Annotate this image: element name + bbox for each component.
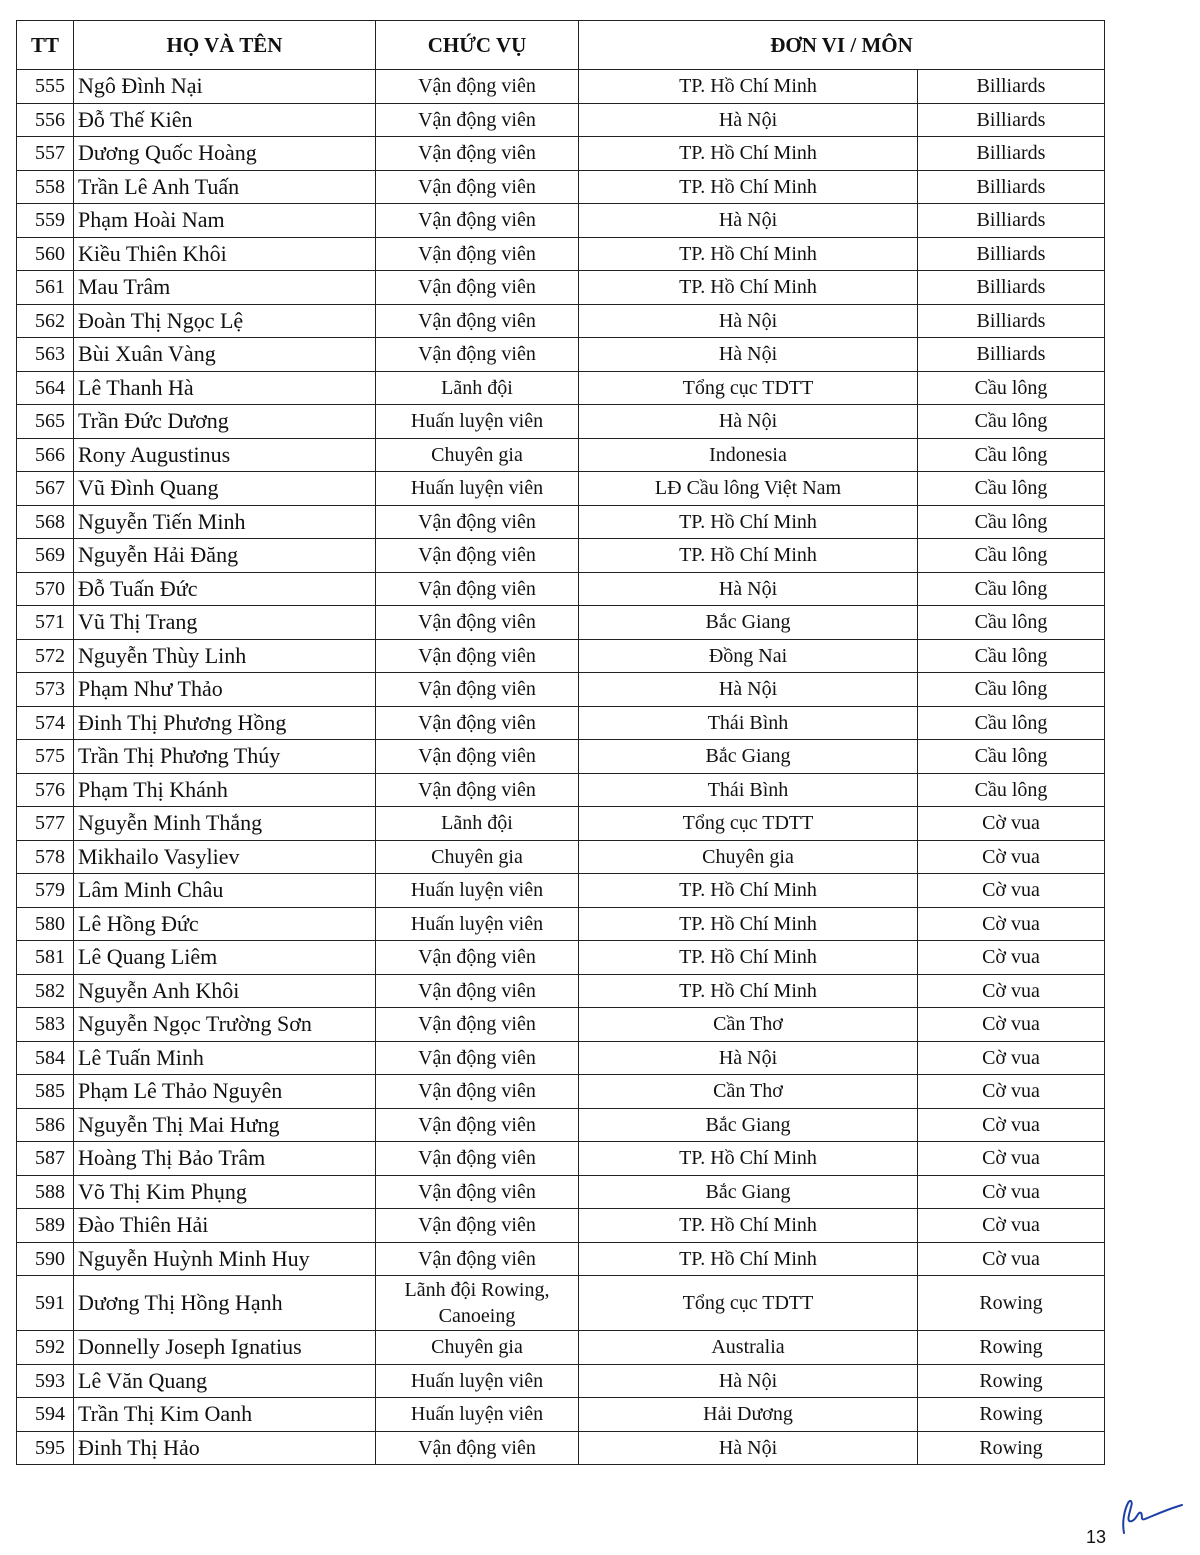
- table-row: [17, 1398, 1105, 1432]
- person-name: Mau Trâm: [74, 271, 376, 305]
- position: Vận động viên: [376, 1075, 579, 1109]
- row-number: 576: [17, 773, 74, 807]
- table-row: [17, 1075, 1105, 1109]
- table-row: [17, 1242, 1105, 1276]
- table-row: [17, 1008, 1105, 1042]
- header-tt: TT: [17, 21, 74, 70]
- person-name: Mikhailo Vasyliev: [74, 840, 376, 874]
- row-number: 559: [17, 204, 74, 238]
- unit: Thái Bình: [579, 706, 918, 740]
- sport: Rowing: [918, 1364, 1105, 1398]
- position: Vận động viên: [376, 974, 579, 1008]
- row-number: 560: [17, 237, 74, 271]
- unit: TP. Hồ Chí Minh: [579, 907, 918, 941]
- unit: Hà Nội: [579, 204, 918, 238]
- person-name: Đinh Thị Hảo: [74, 1431, 376, 1465]
- row-number: 580: [17, 907, 74, 941]
- unit: TP. Hồ Chí Minh: [579, 874, 918, 908]
- unit: Hà Nội: [579, 572, 918, 606]
- row-number: 588: [17, 1175, 74, 1209]
- row-number: 557: [17, 137, 74, 171]
- sport: Cầu lông: [918, 673, 1105, 707]
- position: Vận động viên: [376, 1108, 579, 1142]
- sport: Cờ vua: [918, 941, 1105, 975]
- unit: Hà Nội: [579, 405, 918, 439]
- table-row: [17, 405, 1105, 439]
- unit: Hà Nội: [579, 338, 918, 372]
- unit: Cần Thơ: [579, 1008, 918, 1042]
- position: Vận động viên: [376, 1209, 579, 1243]
- person-name: Nguyễn Minh Thắng: [74, 807, 376, 841]
- person-name: Nguyễn Thùy Linh: [74, 639, 376, 673]
- person-name: Phạm Hoài Nam: [74, 204, 376, 238]
- unit: Tổng cục TDTT: [579, 1276, 918, 1331]
- table-row: [17, 1364, 1105, 1398]
- table-row: [17, 103, 1105, 137]
- table-row: [17, 70, 1105, 104]
- unit: TP. Hồ Chí Minh: [579, 137, 918, 171]
- table-row: [17, 137, 1105, 171]
- position: Vận động viên: [376, 103, 579, 137]
- unit: TP. Hồ Chí Minh: [579, 1142, 918, 1176]
- person-name: Rony Augustinus: [74, 438, 376, 472]
- position: Vận động viên: [376, 1242, 579, 1276]
- person-name: Donnelly Joseph Ignatius: [74, 1331, 376, 1365]
- unit: Indonesia: [579, 438, 918, 472]
- table-row: [17, 170, 1105, 204]
- row-number: 570: [17, 572, 74, 606]
- unit: LĐ Cầu lông Việt Nam: [579, 472, 918, 506]
- row-number: 582: [17, 974, 74, 1008]
- unit: TP. Hồ Chí Minh: [579, 1209, 918, 1243]
- row-number: 584: [17, 1041, 74, 1075]
- table-row: [17, 907, 1105, 941]
- position: Vận động viên: [376, 572, 579, 606]
- roster-table: [16, 20, 1105, 1465]
- row-number: 592: [17, 1331, 74, 1365]
- position: Vận động viên: [376, 137, 579, 171]
- unit: Hà Nội: [579, 1431, 918, 1465]
- unit: Tổng cục TDTT: [579, 807, 918, 841]
- position: Vận động viên: [376, 1008, 579, 1042]
- table-row: [17, 807, 1105, 841]
- table-row: [17, 673, 1105, 707]
- row-number: 558: [17, 170, 74, 204]
- position: Lãnh đội: [376, 807, 579, 841]
- unit: TP. Hồ Chí Minh: [579, 539, 918, 573]
- sport: Cờ vua: [918, 1209, 1105, 1243]
- row-number: 585: [17, 1075, 74, 1109]
- row-number: 583: [17, 1008, 74, 1042]
- row-number: 572: [17, 639, 74, 673]
- position: Vận động viên: [376, 237, 579, 271]
- person-name: Bùi Xuân Vàng: [74, 338, 376, 372]
- sport: Cầu lông: [918, 706, 1105, 740]
- row-number: 565: [17, 405, 74, 439]
- person-name: Lê Văn Quang: [74, 1364, 376, 1398]
- row-number: 569: [17, 539, 74, 573]
- position: Chuyên gia: [376, 840, 579, 874]
- table-row: [17, 539, 1105, 573]
- person-name: Vũ Thị Trang: [74, 606, 376, 640]
- person-name: Đinh Thị Phương Hồng: [74, 706, 376, 740]
- position: Vận động viên: [376, 70, 579, 104]
- table-row: [17, 1175, 1105, 1209]
- person-name: Nguyễn Thị Mai Hưng: [74, 1108, 376, 1142]
- unit: Hà Nội: [579, 304, 918, 338]
- sport: Cờ vua: [918, 1008, 1105, 1042]
- table-row: [17, 874, 1105, 908]
- row-number: 574: [17, 706, 74, 740]
- row-number: 571: [17, 606, 74, 640]
- table-row: [17, 1041, 1105, 1075]
- sport: Cầu lông: [918, 740, 1105, 774]
- position: Vận động viên: [376, 1175, 579, 1209]
- unit: Hà Nội: [579, 1041, 918, 1075]
- row-number: 581: [17, 941, 74, 975]
- unit: Bắc Giang: [579, 606, 918, 640]
- sport: Cầu lông: [918, 505, 1105, 539]
- row-number: 590: [17, 1242, 74, 1276]
- person-name: Nguyễn Tiến Minh: [74, 505, 376, 539]
- position: Vận động viên: [376, 204, 579, 238]
- sport: Billiards: [918, 204, 1105, 238]
- table-row: [17, 505, 1105, 539]
- person-name: Hoàng Thị Bảo Trâm: [74, 1142, 376, 1176]
- row-number: 563: [17, 338, 74, 372]
- unit: Hà Nội: [579, 103, 918, 137]
- sport: Cầu lông: [918, 539, 1105, 573]
- table-row: [17, 1209, 1105, 1243]
- position: Vận động viên: [376, 740, 579, 774]
- sport: Cờ vua: [918, 874, 1105, 908]
- roster-table-header: [17, 21, 1105, 70]
- sport: Cầu lông: [918, 472, 1105, 506]
- position: Huấn luyện viên: [376, 907, 579, 941]
- sport: Rowing: [918, 1331, 1105, 1365]
- person-name: Nguyễn Hải Đăng: [74, 539, 376, 573]
- person-name: Đoàn Thị Ngọc Lệ: [74, 304, 376, 338]
- person-name: Trần Thị Kim Oanh: [74, 1398, 376, 1432]
- position: Vận động viên: [376, 1142, 579, 1176]
- sport: Billiards: [918, 103, 1105, 137]
- sport: Cầu lông: [918, 572, 1105, 606]
- sport: Billiards: [918, 338, 1105, 372]
- signature-mark: [1110, 1475, 1185, 1535]
- table-row: [17, 639, 1105, 673]
- unit: Cần Thơ: [579, 1075, 918, 1109]
- table-row: [17, 1142, 1105, 1176]
- row-number: 555: [17, 70, 74, 104]
- sport: Cầu lông: [918, 371, 1105, 405]
- row-number: 593: [17, 1364, 74, 1398]
- person-name: Lê Thanh Hà: [74, 371, 376, 405]
- row-number: 579: [17, 874, 74, 908]
- position: Huấn luyện viên: [376, 405, 579, 439]
- table-row: [17, 204, 1105, 238]
- table-row: [17, 237, 1105, 271]
- position: Vận động viên: [376, 170, 579, 204]
- row-number: 562: [17, 304, 74, 338]
- position: Vận động viên: [376, 505, 579, 539]
- sport: Cờ vua: [918, 1108, 1105, 1142]
- unit: Bắc Giang: [579, 1175, 918, 1209]
- person-name: Kiều Thiên Khôi: [74, 237, 376, 271]
- person-name: Đào Thiên Hải: [74, 1209, 376, 1243]
- unit: Bắc Giang: [579, 1108, 918, 1142]
- person-name: Phạm Như Thảo: [74, 673, 376, 707]
- row-number: 556: [17, 103, 74, 137]
- table-row: [17, 706, 1105, 740]
- table-row: [17, 371, 1105, 405]
- position: Vận động viên: [376, 606, 579, 640]
- person-name: Lê Tuấn Minh: [74, 1041, 376, 1075]
- position: Vận động viên: [376, 673, 579, 707]
- unit: TP. Hồ Chí Minh: [579, 941, 918, 975]
- sport: Cờ vua: [918, 1142, 1105, 1176]
- person-name: Nguyễn Huỳnh Minh Huy: [74, 1242, 376, 1276]
- table-row: [17, 840, 1105, 874]
- person-name: Vũ Đình Quang: [74, 472, 376, 506]
- unit: TP. Hồ Chí Minh: [579, 1242, 918, 1276]
- sport: Cầu lông: [918, 773, 1105, 807]
- sport: Cờ vua: [918, 974, 1105, 1008]
- sport: Cầu lông: [918, 405, 1105, 439]
- sport: Cờ vua: [918, 907, 1105, 941]
- row-number: 578: [17, 840, 74, 874]
- person-name: Võ Thị Kim Phụng: [74, 1175, 376, 1209]
- sport: Billiards: [918, 237, 1105, 271]
- table-row: [17, 1108, 1105, 1142]
- position: Vận động viên: [376, 271, 579, 305]
- unit: Hà Nội: [579, 1364, 918, 1398]
- row-number: 591: [17, 1276, 74, 1331]
- unit: Bắc Giang: [579, 740, 918, 774]
- person-name: Dương Quốc Hoàng: [74, 137, 376, 171]
- unit: Hà Nội: [579, 673, 918, 707]
- row-number: 577: [17, 807, 74, 841]
- table-row: [17, 1431, 1105, 1465]
- unit: Australia: [579, 1331, 918, 1365]
- row-number: 589: [17, 1209, 74, 1243]
- position: Vận động viên: [376, 773, 579, 807]
- sport: Cầu lông: [918, 438, 1105, 472]
- person-name: Trần Đức Dương: [74, 405, 376, 439]
- sport: Billiards: [918, 304, 1105, 338]
- row-number: 568: [17, 505, 74, 539]
- unit: TP. Hồ Chí Minh: [579, 237, 918, 271]
- row-number: 573: [17, 673, 74, 707]
- position: Huấn luyện viên: [376, 1364, 579, 1398]
- row-number: 587: [17, 1142, 74, 1176]
- person-name: Đỗ Thế Kiên: [74, 103, 376, 137]
- table-row: [17, 338, 1105, 372]
- header-role: CHỨC VỤ: [376, 21, 579, 70]
- row-number: 564: [17, 371, 74, 405]
- sport: Billiards: [918, 70, 1105, 104]
- unit: TP. Hồ Chí Minh: [579, 271, 918, 305]
- unit: TP. Hồ Chí Minh: [579, 170, 918, 204]
- table-row: [17, 304, 1105, 338]
- unit: TP. Hồ Chí Minh: [579, 70, 918, 104]
- person-name: Đỗ Tuấn Đức: [74, 572, 376, 606]
- header-row: [17, 21, 1105, 70]
- row-number: 586: [17, 1108, 74, 1142]
- person-name: Dương Thị Hồng Hạnh: [74, 1276, 376, 1331]
- position: Vận động viên: [376, 706, 579, 740]
- position: Huấn luyện viên: [376, 874, 579, 908]
- unit: TP. Hồ Chí Minh: [579, 974, 918, 1008]
- unit: Chuyên gia: [579, 840, 918, 874]
- position: Vận động viên: [376, 1431, 579, 1465]
- row-number: 567: [17, 472, 74, 506]
- sport: Cầu lông: [918, 606, 1105, 640]
- person-name: Phạm Thị Khánh: [74, 773, 376, 807]
- table-row: [17, 438, 1105, 472]
- person-name: Phạm Lê Thảo Nguyên: [74, 1075, 376, 1109]
- sport: Rowing: [918, 1431, 1105, 1465]
- position: Vận động viên: [376, 304, 579, 338]
- sport: Cờ vua: [918, 840, 1105, 874]
- table-row: [17, 572, 1105, 606]
- sport: Cờ vua: [918, 1175, 1105, 1209]
- sport: Cờ vua: [918, 1075, 1105, 1109]
- person-name: Nguyễn Anh Khôi: [74, 974, 376, 1008]
- position: Huấn luyện viên: [376, 1398, 579, 1432]
- unit: Hải Dương: [579, 1398, 918, 1432]
- header-unit: ĐƠN VI / MÔN: [579, 21, 1105, 70]
- roster-table-body: [17, 70, 1105, 1465]
- person-name: Lâm Minh Châu: [74, 874, 376, 908]
- table-row: [17, 606, 1105, 640]
- position: Chuyên gia: [376, 1331, 579, 1365]
- unit: Đồng Nai: [579, 639, 918, 673]
- unit: Tổng cục TDTT: [579, 371, 918, 405]
- position: Vận động viên: [376, 338, 579, 372]
- sport: Billiards: [918, 271, 1105, 305]
- row-number: 561: [17, 271, 74, 305]
- person-name: Trần Lê Anh Tuấn: [74, 170, 376, 204]
- position: Huấn luyện viên: [376, 472, 579, 506]
- person-name: Trần Thị Phương Thúy: [74, 740, 376, 774]
- position: Lãnh đội Rowing, Canoeing: [376, 1276, 579, 1331]
- table-row: [17, 1331, 1105, 1365]
- person-name: Nguyễn Ngọc Trường Sơn: [74, 1008, 376, 1042]
- header-name: HỌ VÀ TÊN: [74, 21, 376, 70]
- sport: Rowing: [918, 1398, 1105, 1432]
- position: Vận động viên: [376, 639, 579, 673]
- position: Lãnh đội: [376, 371, 579, 405]
- sport: Cầu lông: [918, 639, 1105, 673]
- unit: TP. Hồ Chí Minh: [579, 505, 918, 539]
- table-row: [17, 472, 1105, 506]
- row-number: 594: [17, 1398, 74, 1432]
- sport: Billiards: [918, 137, 1105, 171]
- sport: Cờ vua: [918, 1242, 1105, 1276]
- row-number: 566: [17, 438, 74, 472]
- person-name: Lê Quang Liêm: [74, 941, 376, 975]
- table-row: [17, 1276, 1105, 1331]
- position: Chuyên gia: [376, 438, 579, 472]
- sport: Cờ vua: [918, 807, 1105, 841]
- table-row: [17, 941, 1105, 975]
- table-row: [17, 773, 1105, 807]
- row-number: 575: [17, 740, 74, 774]
- sport: Billiards: [918, 170, 1105, 204]
- row-number: 595: [17, 1431, 74, 1465]
- table-row: [17, 271, 1105, 305]
- sport: Cờ vua: [918, 1041, 1105, 1075]
- unit: Thái Bình: [579, 773, 918, 807]
- person-name: Ngô Đình Nại: [74, 70, 376, 104]
- position: Vận động viên: [376, 1041, 579, 1075]
- table-row: [17, 974, 1105, 1008]
- sport: Rowing: [918, 1276, 1105, 1331]
- person-name: Lê Hồng Đức: [74, 907, 376, 941]
- table-row: [17, 740, 1105, 774]
- position: Vận động viên: [376, 941, 579, 975]
- position: Vận động viên: [376, 539, 579, 573]
- page-number: 13: [1086, 1527, 1107, 1547]
